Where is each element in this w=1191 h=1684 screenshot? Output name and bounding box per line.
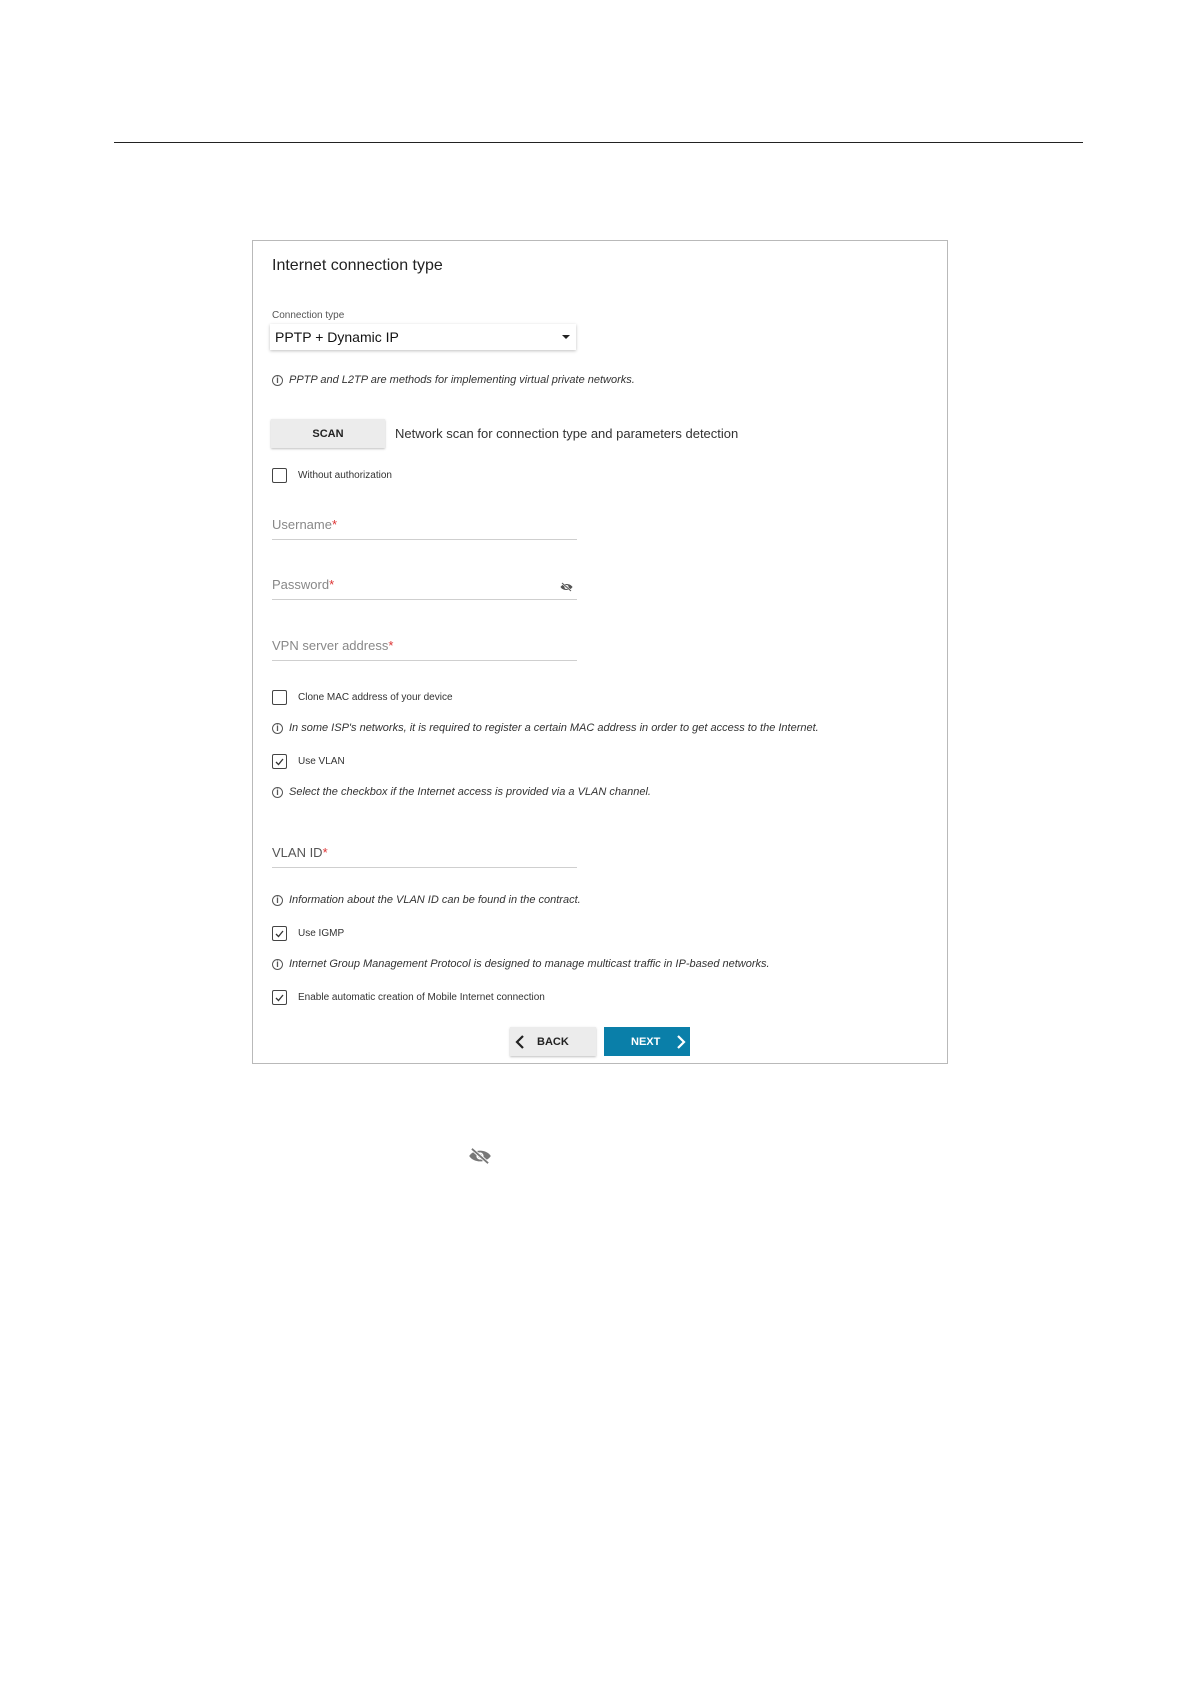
igmp-info xyxy=(272,958,770,970)
use-igmp-label: Use IGMP xyxy=(298,928,345,939)
use-vlan-row[interactable] xyxy=(272,754,345,769)
internet-connection-panel xyxy=(252,240,948,1064)
vpn-server-field[interactable] xyxy=(272,626,577,661)
connection-type-value: PPTP + Dynamic IP xyxy=(275,329,399,345)
username-label: Username* xyxy=(272,517,338,532)
page-header-rule xyxy=(114,142,1083,143)
checkmark-icon xyxy=(275,994,284,1002)
without-authorization-checkbox[interactable] xyxy=(272,468,287,483)
caret-down-icon xyxy=(562,335,570,339)
connection-type-label: Connection type xyxy=(272,310,345,321)
without-authorization-label: Without authorization xyxy=(298,470,392,481)
use-vlan-label: Use VLAN xyxy=(298,756,345,767)
vlan-info xyxy=(272,786,651,798)
mac-info-text: In some ISP's networks, it is required to register a certain MAC address in order to get access to the Internet. xyxy=(289,722,819,734)
info-icon: i xyxy=(272,787,283,798)
back-label: BACK xyxy=(537,1035,569,1048)
next-button[interactable] xyxy=(604,1027,690,1056)
password-input[interactable] xyxy=(272,565,556,601)
info-icon: i xyxy=(272,723,283,734)
pptp-info xyxy=(272,374,635,386)
vlan-info-text: Select the checkbox if the Internet access is provided via a VLAN channel. xyxy=(289,786,651,798)
scan-button[interactable]: SCAN xyxy=(271,419,385,448)
vlan-id-info xyxy=(272,894,581,906)
clone-mac-label: Clone MAC address of your device xyxy=(298,692,453,703)
use-igmp-checkbox[interactable] xyxy=(272,926,287,941)
clone-mac-checkbox[interactable] xyxy=(272,690,287,705)
vlan-id-input[interactable] xyxy=(272,833,581,869)
info-icon: i xyxy=(272,895,283,906)
mobile-auto-label: Enable automatic creation of Mobile Internet connection xyxy=(298,992,545,1003)
connection-type-select[interactable] xyxy=(270,324,576,350)
chevron-left-icon xyxy=(515,1035,525,1049)
vpn-server-input[interactable] xyxy=(272,626,581,662)
use-igmp-row[interactable] xyxy=(272,926,344,941)
vpn-server-label: VPN server address* xyxy=(272,638,394,653)
mobile-auto-row[interactable] xyxy=(272,990,545,1005)
vlan-id-info-text: Information about the VLAN ID can be found in the contract. xyxy=(289,894,581,906)
password-label: Password* xyxy=(272,577,335,592)
vlan-id-label: VLAN ID* xyxy=(272,845,328,860)
panel-title: Internet connection type xyxy=(272,257,443,274)
eye-slash-icon xyxy=(468,1147,492,1170)
clone-mac-row[interactable] xyxy=(272,690,453,705)
use-vlan-checkbox[interactable] xyxy=(272,754,287,769)
without-authorization-row[interactable] xyxy=(272,468,392,483)
username-field[interactable] xyxy=(272,505,577,540)
checkmark-icon xyxy=(275,930,284,938)
eye-slash-icon[interactable] xyxy=(560,579,573,597)
chevron-right-icon xyxy=(676,1035,686,1049)
info-icon: i xyxy=(272,375,283,386)
checkmark-icon xyxy=(275,758,284,766)
info-icon: i xyxy=(272,959,283,970)
back-button[interactable] xyxy=(510,1027,596,1056)
next-label: NEXT xyxy=(631,1035,661,1048)
mac-info xyxy=(272,722,819,734)
pptp-info-text: PPTP and L2TP are methods for implementing virtual private networks. xyxy=(289,374,635,386)
username-input[interactable] xyxy=(272,505,581,541)
vlan-id-field[interactable] xyxy=(272,833,577,868)
password-field[interactable] xyxy=(272,565,577,600)
igmp-info-text: Internet Group Management Protocol is designed to manage multicast traffic in IP-based networks. xyxy=(289,958,770,970)
scan-description: Network scan for connection type and parameters detection xyxy=(395,426,739,441)
mobile-auto-checkbox[interactable] xyxy=(272,990,287,1005)
